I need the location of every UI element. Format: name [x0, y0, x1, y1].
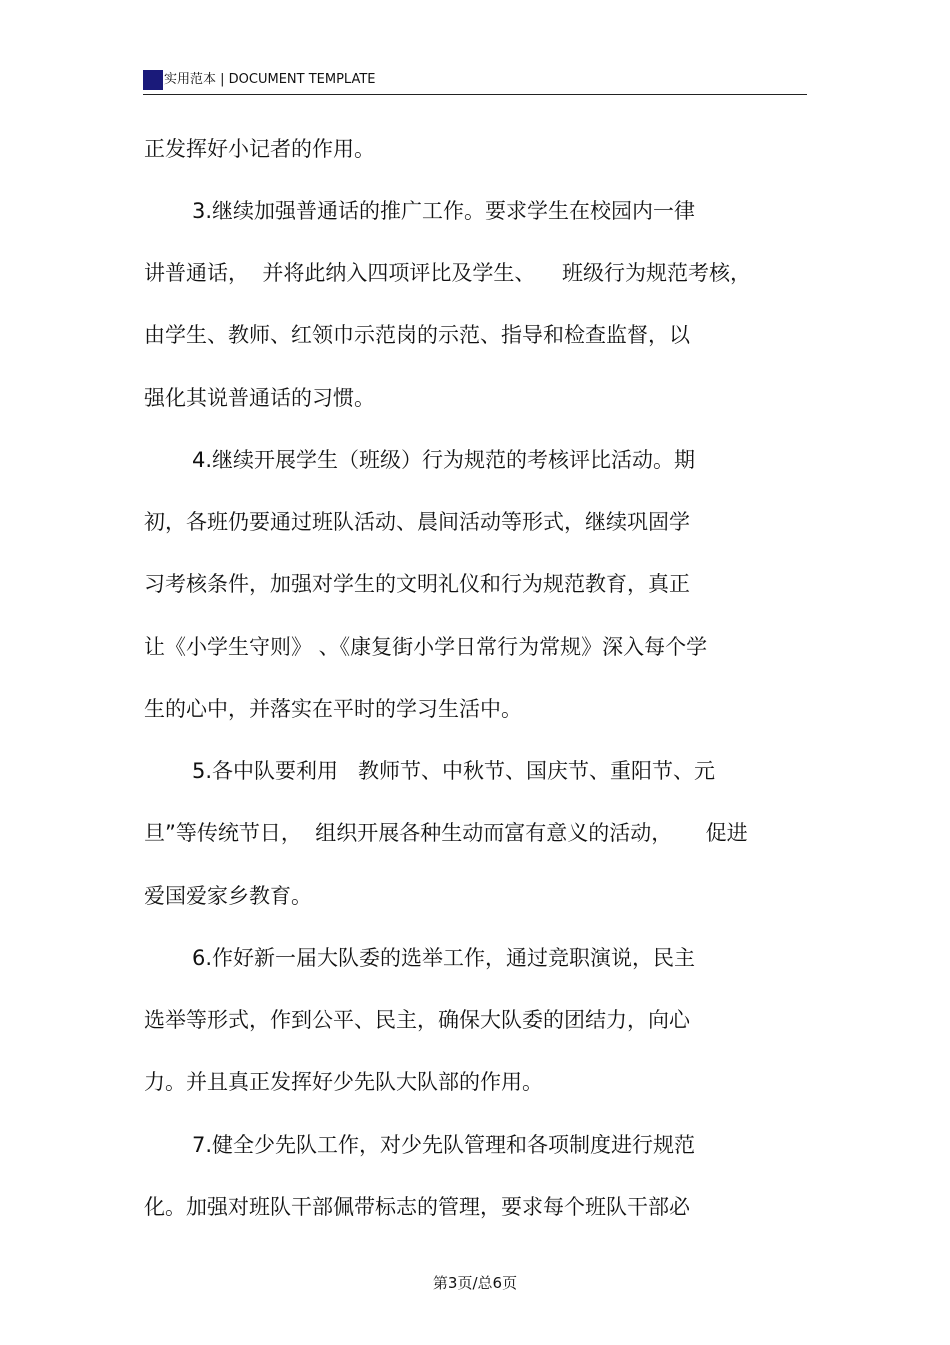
body-line-14: 6.作好新一届大队委的选举工作，通过竞职演说，民主	[192, 946, 696, 970]
logo-square-icon	[143, 70, 163, 90]
body-line-1: 正发挥好小记者的作用。	[144, 137, 375, 161]
header-title: 实用范本 | DOCUMENT TEMPLATE	[164, 72, 376, 87]
body-line-4: 由学生、教师、红领巾示范岗的示范、指导和检查监督，以	[144, 323, 690, 347]
body-line-18: 化。加强对班队干部佩带标志的管理，要求每个班队干部必	[144, 1195, 690, 1219]
page-header	[143, 68, 807, 95]
body-line-6: 4.继续开展学生（班级）行为规范的考核评比活动。期	[192, 448, 696, 472]
body-line-13: 爱国爱家乡教育。	[144, 884, 312, 908]
body-line-2: 3.继续加强普通话的推广工作。要求学生在校园内一律	[192, 199, 696, 223]
body-line-9: 让《小学生守则》 、《康复街小学日常行为常规》深入每个学	[144, 635, 708, 659]
body-line-12: 旦”等传统节日， 组织开展各种生动而富有意义的活动， 促进	[144, 821, 748, 845]
body-line-16: 力。并且真正发挥好少先队大队部的作用。	[144, 1070, 543, 1094]
body-line-11: 5.各中队要利用 教师节、中秋节、国庆节、重阳节、元	[192, 759, 716, 783]
body-line-3: 讲普通话， 并将此纳入四项评比及学生、 班级行为规范考核，	[144, 261, 752, 285]
body-line-8: 习考核条件，加强对学生的文明礼仪和行为规范教育，真正	[144, 572, 690, 596]
body-line-5: 强化其说普通话的习惯。	[144, 386, 375, 410]
body-line-7: 初，各班仍要通过班队活动、晨间活动等形式，继续巩固学	[144, 510, 690, 534]
body-line-10: 生的心中，并落实在平时的学习生活中。	[144, 697, 522, 721]
body-line-15: 选举等形式，作到公平、民主，确保大队委的团结力，向心	[144, 1008, 690, 1032]
body-line-17: 7.健全少先队工作，对少先队管理和各项制度进行规范	[192, 1133, 696, 1157]
page-number: 第3页/总6页	[432, 1274, 518, 1292]
